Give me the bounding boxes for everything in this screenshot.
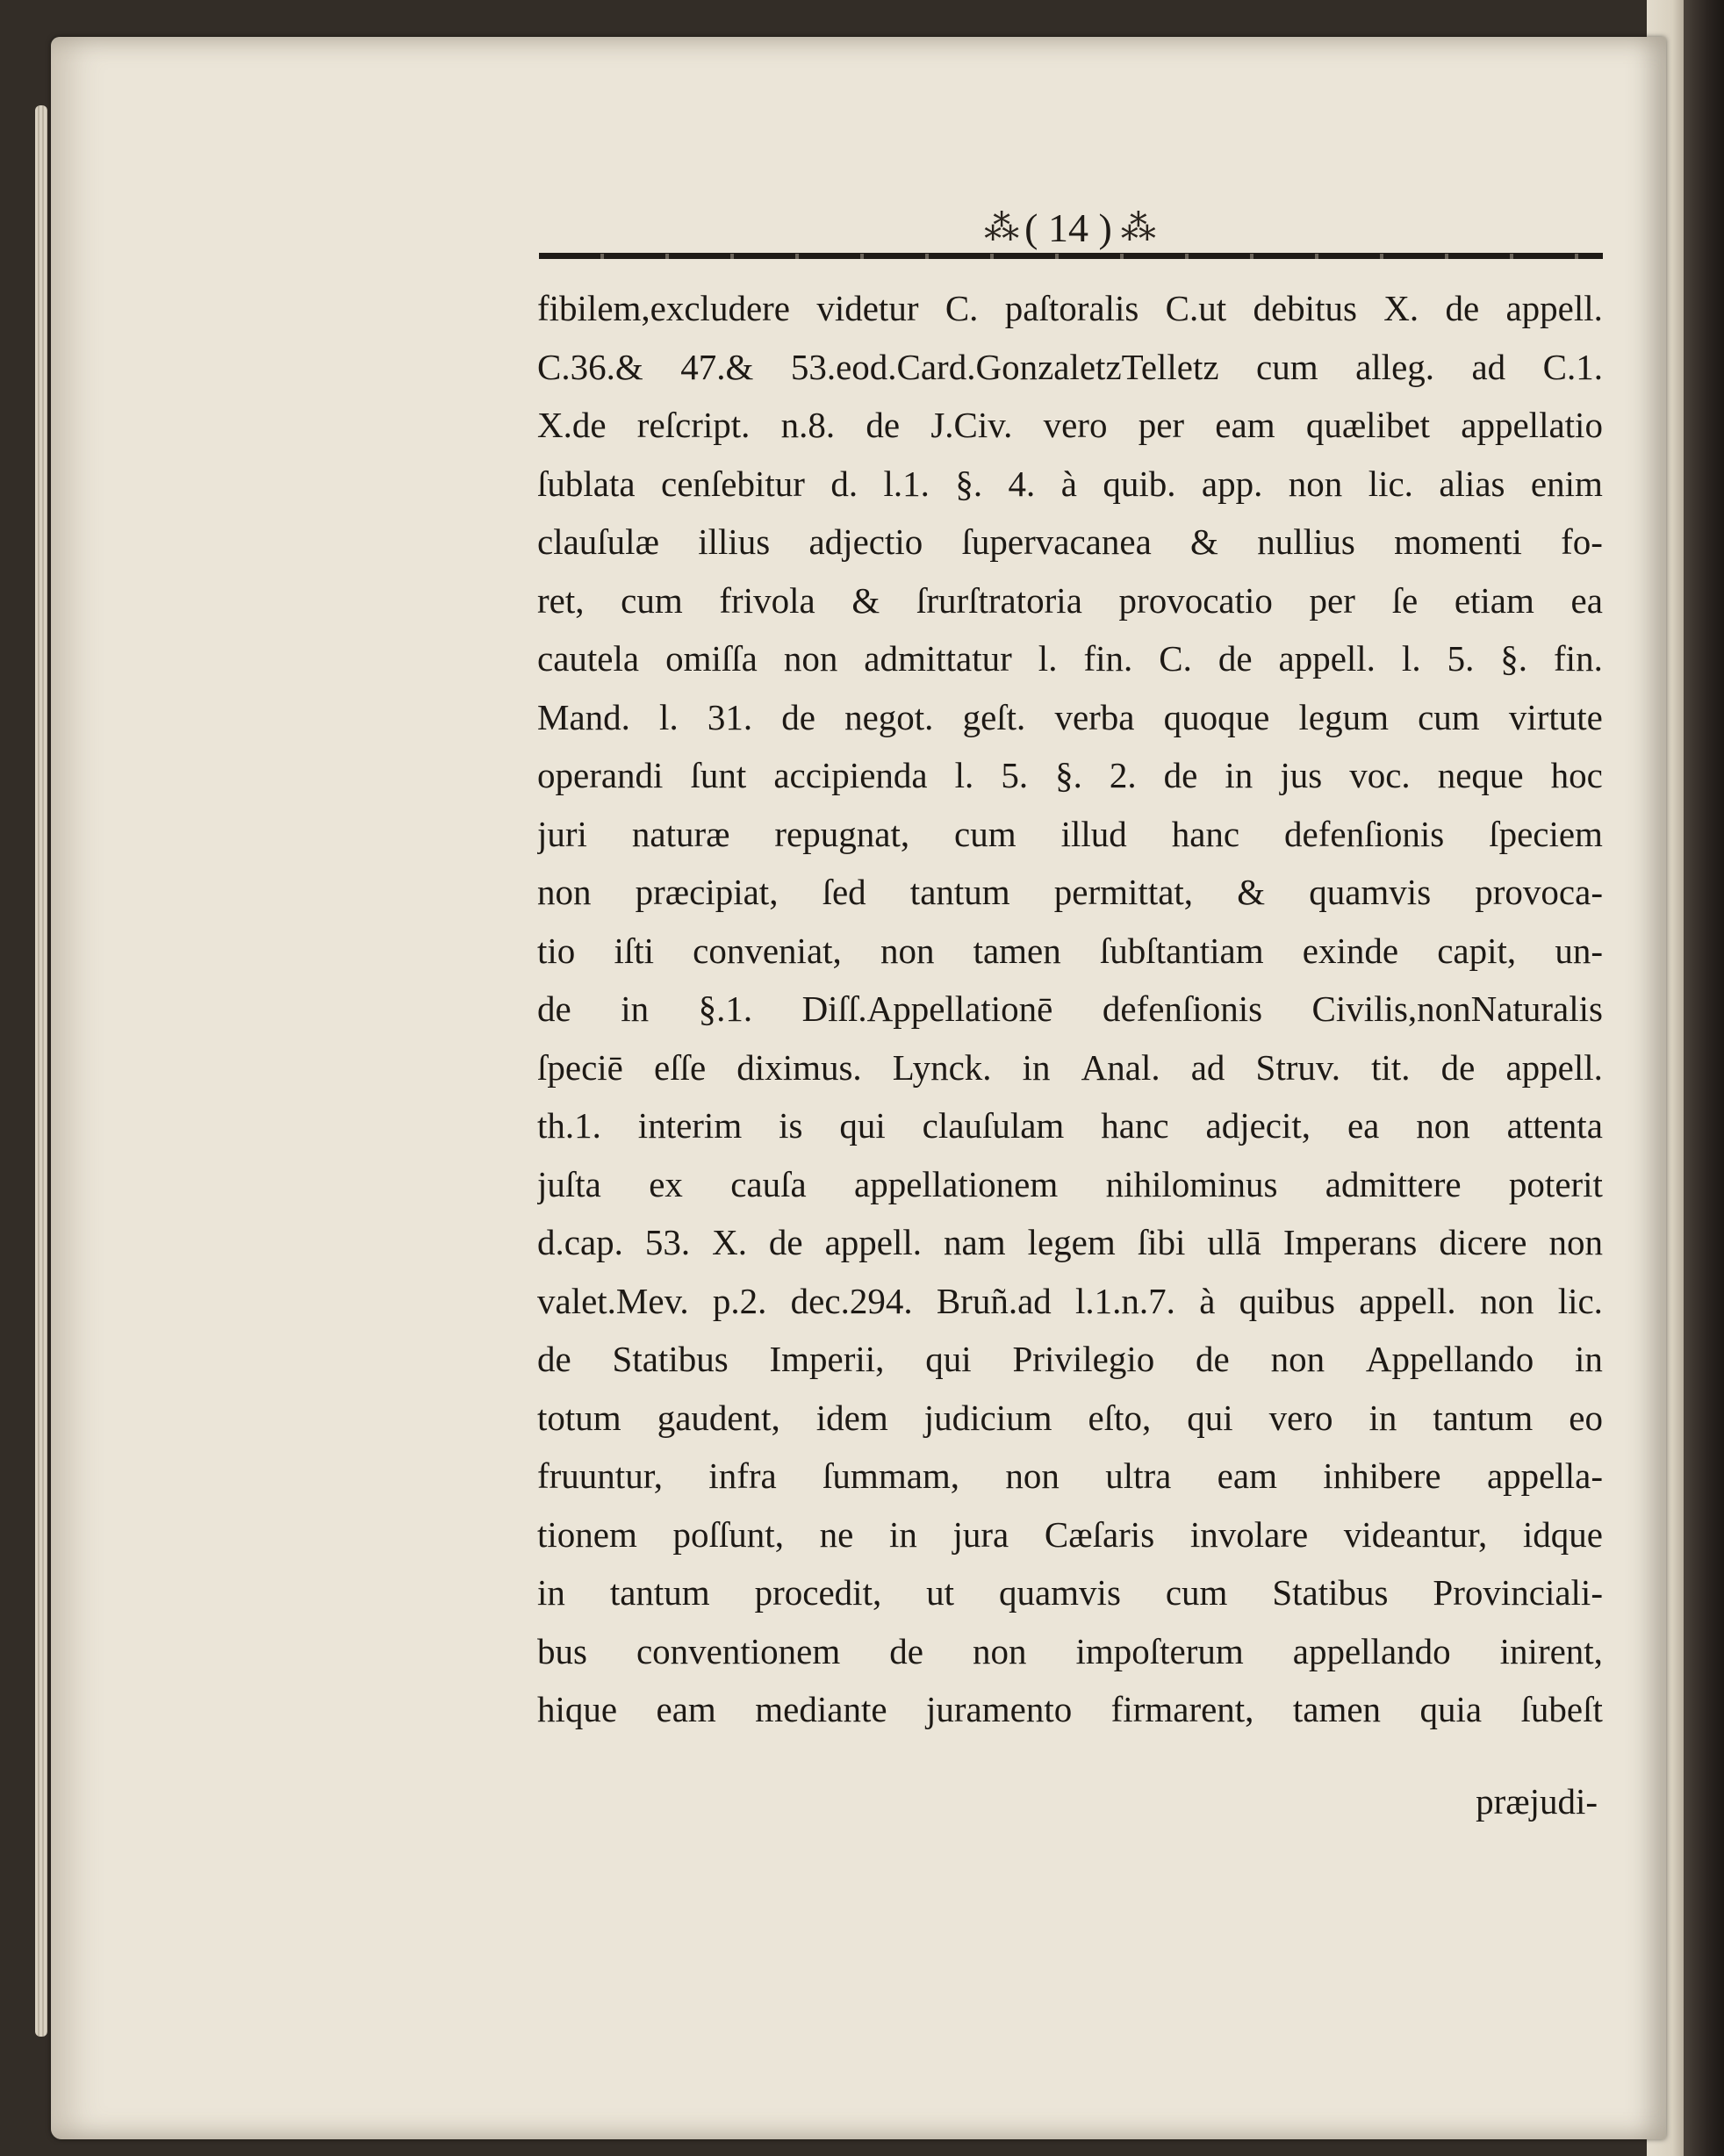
- text-line: [537, 1096, 1603, 1155]
- word: iſti: [614, 930, 655, 971]
- word: Diſſ.Appellationē: [801, 988, 1053, 1029]
- word: non: [783, 638, 838, 679]
- word: un-: [1555, 930, 1603, 971]
- word: tio: [537, 930, 576, 971]
- word: de: [889, 1630, 923, 1671]
- word: 31.: [707, 696, 753, 737]
- word: totum: [537, 1397, 621, 1438]
- text-line: [537, 688, 1603, 747]
- word: per: [1138, 405, 1185, 445]
- word: in: [1368, 1397, 1397, 1438]
- catchword: præjudi-: [1476, 1781, 1598, 1822]
- word: ne: [819, 1513, 854, 1555]
- text-line: [537, 1680, 1603, 1739]
- word: permittat,: [1053, 872, 1194, 912]
- word: mediante: [755, 1689, 887, 1729]
- word: quia: [1419, 1689, 1483, 1729]
- word: C.36.&: [537, 346, 643, 387]
- word: cum: [954, 813, 1016, 854]
- text-line: [537, 863, 1603, 922]
- stacked-page-edges: [35, 105, 47, 2037]
- word: in: [621, 988, 650, 1029]
- word: fo-: [1561, 521, 1603, 562]
- word: judicium: [923, 1397, 1052, 1438]
- word: appell.: [1505, 288, 1603, 328]
- word: non: [1548, 1222, 1603, 1262]
- word: appell.: [824, 1222, 923, 1262]
- word: ea: [1347, 1105, 1380, 1146]
- word: 47.&: [680, 346, 754, 387]
- word: eſto,: [1088, 1397, 1152, 1438]
- text-line: [537, 1563, 1603, 1622]
- word: gaudent,: [657, 1397, 780, 1438]
- word: in: [1575, 1339, 1603, 1379]
- word: bus: [537, 1630, 587, 1671]
- word: accipienda: [773, 755, 928, 795]
- word: tantum: [609, 1572, 710, 1613]
- word: admittatur: [864, 638, 1012, 679]
- word: inirent,: [1499, 1630, 1603, 1671]
- word: nihilominus: [1105, 1163, 1278, 1204]
- word: quoque: [1163, 696, 1270, 737]
- word: non: [1288, 463, 1343, 504]
- word: §.1.: [698, 988, 753, 1029]
- word: ſpeciem: [1489, 813, 1603, 854]
- word: ſibi: [1137, 1222, 1186, 1262]
- word: de: [781, 696, 815, 737]
- word: ſpeciē: [537, 1046, 623, 1088]
- word: Lynck.: [892, 1046, 992, 1088]
- word: cum: [1165, 1572, 1228, 1613]
- word: X.: [712, 1222, 747, 1262]
- word: Appellando: [1365, 1339, 1534, 1379]
- word: appellando: [1292, 1630, 1451, 1671]
- text-line: [537, 1506, 1603, 1564]
- word: Struv.: [1255, 1046, 1340, 1088]
- word: appellationem: [854, 1163, 1059, 1204]
- word: defenſionis: [1102, 988, 1263, 1029]
- word: appella-: [1486, 1455, 1603, 1496]
- word: quamvis: [998, 1572, 1121, 1613]
- word: non: [880, 930, 935, 971]
- word: alias: [1439, 463, 1505, 504]
- word: negot.: [844, 696, 934, 737]
- word: C.1.: [1542, 346, 1603, 387]
- word: non: [537, 872, 592, 912]
- word: vero: [1043, 405, 1108, 445]
- word: tionem: [537, 1513, 637, 1555]
- word: tamen: [973, 930, 1061, 971]
- text-line: [537, 1447, 1603, 1506]
- word: X.de: [537, 405, 607, 445]
- word: valet.Mev.: [537, 1280, 689, 1321]
- word: à: [1199, 1280, 1216, 1321]
- word: is: [779, 1105, 803, 1146]
- text-line: [537, 746, 1603, 805]
- word: non: [1270, 1339, 1325, 1379]
- word: videtur: [816, 288, 919, 328]
- word: de: [537, 1339, 571, 1379]
- word: præcipiat,: [635, 872, 779, 912]
- word: Cæſaris: [1044, 1513, 1155, 1555]
- word: quibus: [1239, 1280, 1335, 1321]
- text-line: [537, 1389, 1603, 1448]
- word: juſta: [537, 1163, 601, 1204]
- word: de: [1440, 1046, 1476, 1088]
- word: ſubſtantiam: [1099, 930, 1264, 971]
- word: provoca-: [1475, 872, 1603, 912]
- word: qui: [839, 1105, 886, 1146]
- word: tit.: [1371, 1046, 1411, 1088]
- body-text: [537, 279, 1603, 1739]
- word: adjectio: [808, 521, 923, 562]
- word: juramento: [925, 1689, 1073, 1729]
- word: exinde: [1302, 930, 1399, 971]
- word: l.: [1401, 638, 1421, 679]
- word: nullius: [1257, 521, 1355, 562]
- word: §.: [1055, 755, 1082, 795]
- word: cauſa: [730, 1163, 807, 1204]
- word: ſummam,: [822, 1455, 960, 1496]
- word: 5.: [1001, 755, 1029, 795]
- text-line: [537, 1155, 1603, 1214]
- word: ſe: [1391, 579, 1419, 621]
- word: hoc: [1550, 755, 1603, 795]
- word: appell.: [1278, 638, 1376, 679]
- word: etiam: [1454, 579, 1534, 621]
- word: de: [537, 988, 571, 1029]
- text-line: [537, 455, 1603, 514]
- word: defenſionis: [1284, 813, 1445, 854]
- word: quamvis: [1309, 872, 1432, 912]
- word: l.1.n.7.: [1075, 1280, 1175, 1321]
- word: l.: [659, 696, 679, 737]
- word: de: [1218, 638, 1253, 679]
- word: l.1.: [883, 463, 930, 504]
- word: ullā: [1207, 1222, 1261, 1262]
- word: procedit,: [754, 1572, 882, 1613]
- word: X.: [1383, 288, 1419, 328]
- word: clauſulæ: [537, 521, 659, 562]
- word: neque: [1437, 755, 1524, 795]
- word: ultra: [1105, 1455, 1172, 1496]
- word: conventionem: [636, 1630, 841, 1671]
- word: omiſſa: [665, 638, 758, 679]
- word: cum: [1418, 696, 1480, 737]
- word: naturæ: [631, 813, 730, 854]
- word: operandi: [537, 755, 664, 795]
- word: de: [866, 405, 901, 445]
- word: Statibus: [612, 1339, 729, 1379]
- word: Statibus: [1272, 1572, 1389, 1613]
- word: impoſterum: [1075, 1630, 1244, 1671]
- word: ſrurſtratoria: [916, 579, 1082, 621]
- word: appell.: [1505, 1046, 1603, 1088]
- word: lic.: [1368, 463, 1413, 504]
- word: cenſebitur: [661, 463, 805, 504]
- text-line: [537, 805, 1603, 864]
- word: tantum: [1433, 1397, 1534, 1438]
- word: enim: [1530, 463, 1603, 504]
- word: capit,: [1437, 930, 1517, 971]
- word: clauſulam: [922, 1105, 1065, 1146]
- word: geſt.: [962, 696, 1026, 737]
- word: de: [1196, 1339, 1230, 1379]
- word: in: [1225, 755, 1253, 795]
- word: eſſe: [654, 1046, 707, 1088]
- word: firmarent,: [1110, 1689, 1254, 1729]
- word: involare: [1189, 1513, 1309, 1555]
- word: &: [851, 579, 880, 621]
- word: ret,: [537, 579, 585, 621]
- word: eam: [1217, 1455, 1277, 1496]
- text-line: [537, 1213, 1603, 1272]
- word: 53.: [644, 1222, 691, 1262]
- word: momenti: [1394, 521, 1522, 562]
- word: ſed: [822, 872, 866, 912]
- text-line: [537, 1272, 1603, 1331]
- text-line: [537, 513, 1603, 571]
- page-number: ( 14 ): [1024, 205, 1112, 250]
- word: poterit: [1508, 1163, 1603, 1204]
- word: cautela: [537, 638, 640, 679]
- word: quælibet: [1305, 405, 1431, 445]
- word: Provinciali-: [1433, 1572, 1603, 1613]
- word: quib.: [1103, 463, 1176, 504]
- word: ad: [1190, 1046, 1225, 1088]
- word: tantum: [909, 872, 1010, 912]
- word: admittere: [1325, 1163, 1462, 1204]
- word: eam: [1215, 405, 1275, 445]
- text-line: [537, 279, 1603, 338]
- word: appellatio: [1461, 405, 1603, 445]
- word: idque: [1522, 1513, 1603, 1555]
- word: interim: [637, 1105, 743, 1146]
- word: C.ut: [1165, 288, 1227, 328]
- text-line: [537, 571, 1603, 630]
- word: d.: [830, 463, 858, 504]
- word: juri: [537, 813, 587, 854]
- ornament-left-icon: ⁂: [984, 207, 1016, 248]
- word: non: [1479, 1280, 1534, 1321]
- text-line: [537, 396, 1603, 455]
- word: cum: [1256, 346, 1318, 387]
- word: Bruñ.ad: [936, 1280, 1052, 1321]
- text-line: [537, 1330, 1603, 1389]
- word: ſunt: [690, 755, 747, 795]
- word: app.: [1201, 463, 1263, 504]
- word: &: [1237, 872, 1266, 912]
- word: repugnat,: [774, 813, 910, 854]
- word: hanc: [1171, 813, 1240, 854]
- running-header: [915, 197, 1222, 258]
- word: C.: [945, 288, 979, 328]
- text-line: [537, 338, 1603, 397]
- word: Anal.: [1081, 1046, 1160, 1088]
- word: jura: [952, 1513, 1009, 1555]
- word: l.: [1038, 638, 1058, 679]
- word: qui: [925, 1339, 972, 1379]
- word: legum: [1298, 696, 1389, 737]
- word: videantur,: [1343, 1513, 1488, 1555]
- word: in: [888, 1513, 917, 1555]
- word: virtute: [1508, 696, 1603, 737]
- word: 4.: [1008, 463, 1036, 504]
- word: ea: [1570, 579, 1603, 621]
- word: reſcript.: [636, 405, 751, 445]
- word: cum: [621, 579, 683, 621]
- word: fin.: [1083, 638, 1133, 679]
- ornament-right-icon: ⁂: [1120, 207, 1153, 248]
- text-line: [537, 1622, 1603, 1681]
- word: attenta: [1506, 1105, 1603, 1146]
- word: ad: [1471, 346, 1506, 387]
- word: illius: [698, 521, 771, 562]
- word: non: [972, 1630, 1027, 1671]
- book-binding: [1684, 0, 1724, 2156]
- word: ſubeſt: [1520, 1689, 1603, 1729]
- word: 53.eod.Card.GonzaletzTelletz: [790, 346, 1219, 387]
- word: adjecit,: [1205, 1105, 1311, 1146]
- word: non: [1416, 1105, 1470, 1146]
- word: Civilis,nonNaturalis: [1311, 988, 1603, 1029]
- word: legem: [1027, 1222, 1116, 1262]
- word: hanc: [1101, 1105, 1169, 1146]
- word: frivola: [719, 579, 815, 621]
- word: non: [1005, 1455, 1060, 1496]
- word: C.: [1159, 638, 1192, 679]
- word: idem: [815, 1397, 888, 1438]
- word: illud: [1060, 813, 1127, 854]
- word: tamen: [1292, 1689, 1382, 1729]
- word: ex: [649, 1163, 683, 1204]
- word: infra: [708, 1455, 777, 1496]
- text-line: [537, 1038, 1603, 1097]
- word: alleg.: [1355, 346, 1435, 387]
- word: fibilem,excludere: [537, 288, 791, 328]
- word: Privilegio: [1012, 1339, 1155, 1379]
- word: dicere: [1439, 1222, 1527, 1262]
- word: diximus.: [736, 1046, 862, 1088]
- word: §.: [1500, 638, 1528, 679]
- word: appell.: [1359, 1280, 1456, 1321]
- word: 5.: [1447, 638, 1475, 679]
- word: paſtoralis: [1004, 288, 1139, 328]
- word: ſupervacanea: [961, 521, 1152, 562]
- word: vero: [1268, 1397, 1333, 1438]
- word: 2.: [1109, 755, 1137, 795]
- text-line: [537, 980, 1603, 1038]
- word: &: [1190, 521, 1218, 562]
- word: l.: [954, 755, 974, 795]
- word: poſſunt,: [672, 1513, 784, 1555]
- word: th.1.: [537, 1105, 601, 1146]
- word: lic.: [1557, 1280, 1603, 1321]
- word: J.Civ.: [930, 405, 1013, 445]
- word: ſublata: [537, 463, 636, 504]
- word: p.2.: [712, 1280, 767, 1321]
- word: in: [537, 1572, 565, 1613]
- word: inhibere: [1323, 1455, 1441, 1496]
- word: de: [768, 1222, 803, 1262]
- word: conveniat,: [693, 930, 842, 971]
- word: debitus: [1253, 288, 1357, 328]
- text-line: [537, 922, 1603, 981]
- text-line: [537, 629, 1603, 688]
- word: nam: [944, 1222, 1006, 1262]
- word: hique: [537, 1689, 618, 1729]
- word: à: [1060, 463, 1077, 504]
- word: fin.: [1554, 638, 1603, 679]
- word: Mand.: [537, 696, 630, 737]
- word: eo: [1569, 1397, 1603, 1438]
- word: jus: [1280, 755, 1323, 795]
- word: qui: [1187, 1397, 1233, 1438]
- word: dec.294.: [790, 1280, 913, 1321]
- word: voc.: [1349, 755, 1411, 795]
- word: in: [1022, 1046, 1051, 1088]
- word: §.: [955, 463, 983, 504]
- header-rule: [539, 253, 1603, 259]
- word: eam: [656, 1689, 716, 1729]
- word: Imperii,: [769, 1339, 885, 1379]
- word: n.8.: [780, 405, 836, 445]
- word: de: [1445, 288, 1480, 328]
- word: provocatio: [1118, 579, 1273, 621]
- word: de: [1163, 755, 1198, 795]
- word: per: [1309, 579, 1355, 621]
- word: fruuntur,: [537, 1455, 663, 1496]
- word: d.cap.: [537, 1222, 623, 1262]
- word: ut: [926, 1572, 955, 1613]
- word: Imperans: [1282, 1222, 1418, 1262]
- word: verba: [1054, 696, 1135, 737]
